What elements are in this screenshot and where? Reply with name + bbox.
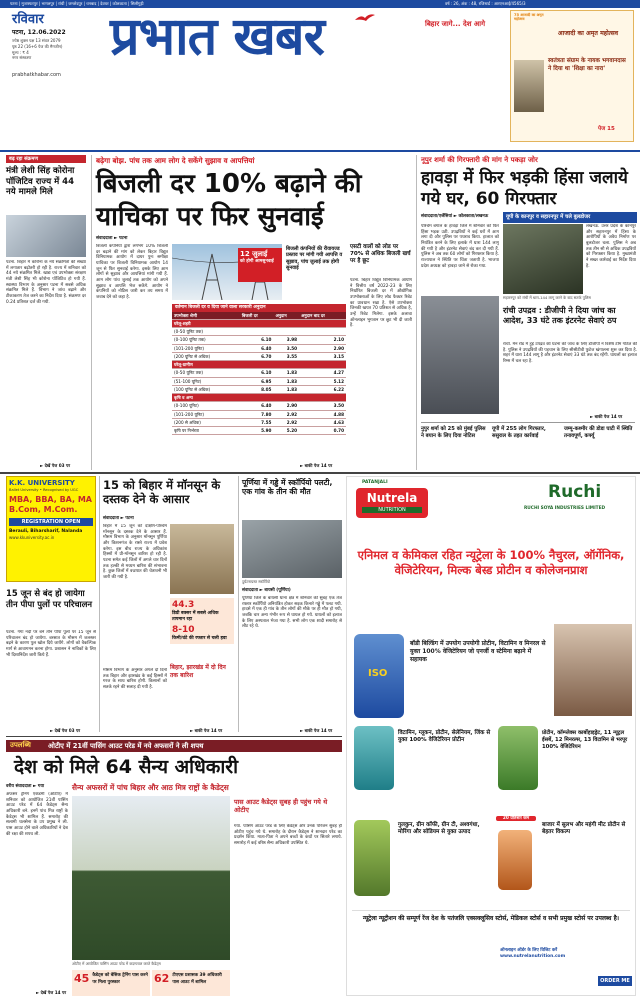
rate-category-label: घरेलू-शहरी (172, 319, 346, 327)
ad-product-4: गुलकुन, ग्रीन कॉफी, ग्रीन टी, अश्वगंधा, मोरिंगा और सोडियम से युक्त उत्पाद (398, 822, 480, 836)
purnia-dateline: संवाददाता ► बायसी (पूर्णिया) (242, 588, 291, 593)
col-subsidy: अनुदान (273, 312, 299, 320)
nutrela-logo (356, 488, 428, 518)
left-kicker: बढ़ रहा संक्रमण (6, 155, 86, 163)
july15-more[interactable]: ► देखें पेज 03 पर (50, 728, 81, 733)
masthead-logo: प्रभात खबर (110, 7, 324, 67)
monsoon-body: बिहार में 15 जून को दक्षिण-पश्चिम मॉनसून के दस्तक देने के आसार हैं. मौसम विभाग के अनुसार मॉनसून पूर्णिया और किशनगंज के रास्ते राज्य में प्रवेश करेगा. इस बीच राज्य के अधिकांश हिस्सों में प्री-मॉनसून बारिश हो रही है. पटना समेत कई जिलों में अगले चार दिनों तक हल्की से मध्यम बारिश की संभावना है. कुछ जिलों में वज्रपात की चेतावनी भी जारी की गयी है. (103, 524, 167, 581)
mini-story-3: जम्मू-कश्मीर की डोडा घाटी में स्थिति तनावपूर्ण, कर्फ्यू (564, 426, 633, 439)
col-net-rate: अनुदान बाद दर (299, 312, 346, 320)
volume-info: वर्ष : 26, अंक : 48, रजिस्टर्ड : आरएनआई/4565/3 (445, 1, 526, 6)
bird-icon (354, 12, 376, 26)
purnia-headline: पूर्णिया में गड्ढे में स्कॉर्पियो पलटी, एक गांव के तीन की मौत (242, 478, 333, 497)
rate-row-value: 0.70 (299, 427, 346, 435)
freedom-badge: 75 आजादी का अमृत महोत्सव (514, 13, 544, 22)
rate-table-row (172, 410, 346, 418)
rate-row-label: (51-100 यूनिट) (172, 377, 240, 385)
left-body: पटना. बिहार में कोरोना के नये संक्रमितों की संख्या में लगातार बढ़ोतरी हो रही है. राज्य में शनिवार को 44 नये संक्रमित मिले. खाद्य एवं उपभोक्ता संरक्षण मंत्री लेशी सिंह भी कोरोना पॉजिटिव हो गयी हैं. स्वास्थ्य विभाग के अनुसार पटना में सबसे अधिक संक्रमित मिले हैं. विभाग ने जांच बढ़ाने और टीकाकरण तेज करने का निर्देश दिया है. संक्रमण दर 0.24 प्रतिशत दर्ज की गयी. (6, 260, 86, 305)
right-body: पश्चिम बंगाल के हावड़ा जिले में शनिवार को फिर हिंसा भड़क उठी. उपद्रवियों ने कई घरों में आग लगा दी और पुलिस पर पथराव किया. हालात को नियंत्रित करने के लिए इलाके में धारा 144 लागू की गयी है और इंटरनेट सेवाएं बंद कर दी गयी हैं. पुलिस ने अब तक 60 लोगों को गिरफ्तार किया है. राज्यपाल ने स्थिति पर चिंता जतायी है. भाजपा प्रदेश अध्यक्ष को हावड़ा जाने से रोका गया. (421, 224, 499, 269)
rate-row-label: (0-50 यूनिट तक) (172, 328, 240, 336)
rate-table-category (172, 319, 346, 327)
ku-courses: MBA, BBA, BA, MA (9, 495, 92, 505)
ku-ad[interactable] (6, 476, 96, 582)
monsoon-stat-number-2: 8-10 (172, 624, 195, 635)
rate-row-value: 5.12 (299, 377, 346, 385)
ku-address: Berauli, Biharsharif, Nalanda (9, 529, 83, 535)
rate-table-row (172, 418, 346, 426)
rate-table-category (172, 394, 346, 402)
officers-body: अफसर ट्रेनिंग एकेडमी (ओटीए) में शनिवार को आयोजित 21वीं पासिंग आउट परेड में 64 कैडेट्स सैन्य अधिकारी बने. इनमें पांच मित्र राष्ट्रों के कैडेट्स भी शामिल हैं. समारोह की सलामी थलसेना के उप प्रमुख ने ली. पास आउट होने वाले अधिकारियों ने देश की रक्षा की शपथ ली. (6, 792, 68, 837)
ruchi-brand-sub: RUCHI SOYA INDUSTRIES LIMITED (524, 506, 606, 511)
ad-product-1: बॉडी बिल्डिंग में उपयोग उपयोगी प्रोटीन, विटामिन व मिनरल से युक्त 100% वेजिटेरियन जो एनर्जी व स्टेमिना बढ़ाने में सहायक (410, 640, 546, 663)
rate-table-row (172, 427, 346, 435)
highlight-box (238, 248, 282, 282)
col-category: उपभोक्ता श्रेणी (172, 312, 240, 320)
purnia-body: पूर्णिया जिले के बायसी थाना क्षेत्र में शनिवार की सुबह एक तेज रफ्तार स्कॉर्पियो अनियंत्रित होकर सड़क किनारे गड्ढे में पलट गयी. हादसे में एक ही गांव के तीन लोगों की मौके पर ही मौत हो गयी, जबकि चार अन्य गंभीर रूप से घायल हो गये. घायलों को इलाज के लिए अस्पताल भेजा गया है. सभी लोग एक शादी समारोह से लौट रहे थे. (242, 596, 342, 630)
ad-order[interactable]: ऑनलाइन ऑर्डर के लिए विजिट करें www.nutrelanutrition.com (500, 948, 566, 959)
rate-table-head (172, 312, 346, 320)
rate-row-value: 6.10 (240, 336, 274, 344)
rate-category-label: घरेलू-ग्रामीण (172, 361, 346, 369)
rate-table-row (172, 352, 346, 360)
ad-footer: न्यूट्रेला न्यूट्रीशन की सम्पूर्ण रेंज देश के पतंजलि एक्सक्लूसिव स्टोर्स, मेडिकल स्टोर्स व सभी प्रमुख स्टोर्स पर उपलब्ध है। (352, 910, 630, 923)
right-headline: हावड़ा में फिर भड़की हिंसा जलाये गये घर, 60 गिरफ्तार (421, 168, 628, 209)
parade-photo-caption: ओटीए में आयोजित पासिंग आउट परेड में कदमताल करते कैडेट्स (72, 961, 161, 966)
officers-side-body: गया. पासिंग आउट परेड के लिए कैडेट्स और उनके परिजन सुबह ही ओटीए पहुंच गये थे. समारोह के दौरान कैडेट्स ने शानदार परेड का प्रदर्शन किया. माता-पिता ने अपने बच्चों के कंधों पर सितारे लगाये. समारोह में कई वरिष्ठ सैन्य अधिकारी उपस्थित थे. (234, 824, 342, 847)
highlight-text: को होगी आमसुनवाई (240, 258, 274, 264)
highlight-number: 12 जुलाई (240, 250, 268, 258)
product-jar-5 (498, 830, 532, 890)
rate-table-category (172, 361, 346, 369)
rate-table-row (172, 369, 346, 377)
officers-kicker: उपलब्धि (10, 741, 31, 749)
ku-reg: REGISTRATION OPEN (9, 518, 93, 526)
monsoon-more[interactable]: ► बाकी पेज 14 पर (190, 728, 223, 733)
ruchi-brand: Ruchi (548, 482, 602, 502)
officers-stat-2-num: 62 (154, 972, 170, 985)
rate-row-value: 6.40 (240, 344, 274, 352)
officers-stat-1-num: 45 (74, 972, 90, 985)
monsoon-sub-body: मौसम विभाग के अनुसार अगले दो दिनों तक बिहार और झारखंड के कई हिस्सों में गरज के साथ बारिश होगी. किसानों को सतर्क रहने की सलाह दी गयी है. (103, 668, 167, 691)
edition-list: पटना | मुजफ्फरपुर | भागलपुर | रांची | जमशेदपुर | धनबाद | देवघर | कोलकाता | सिलीगुड़ी (10, 1, 144, 6)
order-button[interactable]: ORDER ME (598, 976, 632, 986)
ad-headline: एनिमल व केमिकल रहित न्यूट्रेला के 100% नैचुरल, ऑर्गेनिक, वेजिटेरियन, मिल्क बेस्ड प्रोटीन व कोलेजनप्राश (357, 548, 625, 577)
rate-table (172, 304, 346, 435)
rate-row-label: (0-100 यूनिट तक) (172, 336, 240, 344)
rate-row-label: (101-200 यूनिट) (172, 410, 240, 418)
rate-table-row (172, 377, 346, 385)
rate-row-value: 3.50 (299, 402, 346, 410)
masthead-day: रविवार (12, 12, 44, 27)
rate-row-value: 4.88 (299, 410, 346, 418)
lead-kicker: बढ़ेगा बोझ. पांच तक आम लोग दे सकेंगे सुझाव व आपत्तियां (96, 156, 255, 165)
ku-courses-2: B.Com, M.Com. (9, 505, 78, 515)
rate-row-value: 1.83 (273, 377, 299, 385)
purnia-photo (242, 520, 342, 578)
rate-row-value (299, 328, 346, 336)
rate-table-row (172, 328, 346, 336)
july15-body: पटना. गंगा नदी पर बने तीन पीपा पुलों पर 15 जून से परिचालन बंद हो जायेगा. बरसात के मौसम में जलस्तर बढ़ने के कारण पुल खोल दिये जायेंगे. लोगों को वैकल्पिक मार्ग से आवागमन करना होगा. प्रशासन ने नाविकों के लिए भी दिशानिर्देश जारी किये हैं. (6, 630, 96, 658)
left-more[interactable]: ► देखें पेज 03 पर (40, 463, 71, 468)
officers-kicker-text: ओटीए में 21वीं पासिंग आउट परेड में नये अफसरों ने ली शपथ (48, 742, 204, 750)
monsoon-stat-text: डिग्री बक्सर में सबसे अधिक तापमान रहा (172, 611, 219, 622)
rate-category-label: कृषि व अन्य (172, 394, 346, 402)
ad-product-5: बाजार में सुलभ और महंगी मीट प्रोटीन से बेहतर विकल्प (542, 822, 626, 836)
rate-row-value: 5.90 (240, 427, 274, 435)
rate-row-label: (0-50 यूनिट तक) (172, 369, 240, 377)
rate-row-value: 2.92 (273, 410, 299, 418)
rate-row-value: 6.10 (240, 369, 274, 377)
rate-row-value: 4.27 (299, 369, 346, 377)
purnia-more[interactable]: ► बाकी पेज 14 पर (300, 728, 333, 733)
freedom-page: पेज 15 (598, 126, 615, 132)
right-kicker: नूपुर शर्मा की गिरफ्तारी की मांग ने पकड़ा जोर (421, 156, 538, 164)
ku-title: K.K. UNIVERSITY (9, 479, 75, 487)
officers-dateline: वरीय संवाददाता ► गया (6, 784, 45, 789)
rate-row-value: 6.95 (240, 377, 274, 385)
masthead-tagline: बिहार जागे... देश आगे (425, 20, 486, 28)
rate-row-value: 3.55 (273, 352, 299, 360)
lead-quote: बिजली कंपनियों की रीवायज्ड प्रस्ताव पर मांगी गयी आपत्ति व सुझाव, पांच जुलाई तक होगी सुनवाई (286, 246, 343, 271)
ad-product-3: प्रोटीन, कॉम्प्लेक्स कार्बोहाइड्रेट, 11 न्यूट्रल ईसबें, 12 मिनरल्स, 13 विटामिन से भरपूर 100% वेजिटेरियन (542, 730, 628, 750)
rate-row-label: (200 यूनिट से अधिक) (172, 352, 240, 360)
rate-table-row (172, 385, 346, 393)
lead-body-1: बिजली कंपनियों द्वारा लगभग 10% बिजली दर बढ़ाने की मांग को लेकर बिहार विद्युत विनियामक आयोग में दायर पुनः समीक्षा याचिका पर बिजली विनियामक आयोग 14 जून से फिर सुनवाई करेगा. इसके लिए आम लोगों से सुझाव और आपत्तियां मांगी गयी हैं. आम लोग पांच जुलाई तक आयोग को अपने सुझाव व आपत्ति भेज सकेंगे. आयोग ने कंपनियों को नोटिस जारी कर तय समय में जवाब देने को कहा है. (96, 244, 168, 301)
product-jar-4 (354, 820, 390, 896)
freedom-title: आजादी का अमृत महोत्सव (557, 30, 619, 37)
rate-table-row (172, 402, 346, 410)
rate-row-label: (200 से अधिक) (172, 418, 240, 426)
rate-table-row (172, 344, 346, 352)
rate-row-value: 7.55 (240, 418, 274, 426)
rate-row-value: 2.92 (273, 418, 299, 426)
rate-row-value (240, 328, 274, 336)
ad-product-2: विटामिन, ग्लूकन, प्रोटीन, सेलेनियम, जिंक से युक्त 100% वेजिटेरियन प्रोटीन (398, 730, 491, 744)
rate-row-value: 3.50 (273, 344, 299, 352)
rate-row-value: 8.05 (240, 385, 274, 393)
lead-headline: बिजली दर 10% बढ़ाने की याचिका पर फिर सुनवाई (96, 169, 362, 232)
rate-row-value: 6.70 (240, 352, 274, 360)
rate-row-value: 5.20 (273, 427, 299, 435)
rate-row-value: 1.83 (273, 385, 299, 393)
side-headline: एसटी वालों को लोड पर 70% से अधिक बिजली खर्च पर है छूट (350, 244, 411, 264)
monsoon-dateline: संवाददाता ► पटना (103, 516, 134, 521)
rate-table-title: वर्तमान बिजली दर व दिया जाने वाला सरकारी अनुदान (172, 304, 346, 312)
product-jar-1-tag: ISO (368, 668, 388, 679)
freedom-portrait (514, 60, 544, 112)
website-link[interactable]: prabhatkhabar.com (12, 72, 61, 78)
rate-row-label: (101-200 यूनिट) (172, 344, 240, 352)
ad-badge: 20 प्रतिशत कम (496, 816, 536, 821)
ranchi-body: रांची. मेन रोड में हुई उपद्रव की घटना की जांच के लिए डीजीपी ने विशेष टीम गठित की है. पुलिस ने उपद्रवियों की पहचान के लिए सीसीटीवी फुटेज खंगालना शुरू कर दिया है. शहर में धारा 144 लागू है और इंटरनेट सेवाएं 33 घंटे तक बंद रहेंगी. घायलों का इलाज रिम्स में चल रहा है. (503, 342, 637, 365)
rate-row-label: (0-100 यूनिट) (172, 402, 240, 410)
col-rate: बिजली दर (240, 312, 274, 320)
right-more[interactable]: ► बाकी पेज 14 पर (590, 414, 623, 419)
monsoon-headline: 15 को बिहार में मॉनसून के दस्तक देने के आसार (103, 478, 221, 507)
ku-sub: Ballet University • Recognised by UGC (9, 487, 79, 492)
rate-row-value: 2.90 (273, 402, 299, 410)
unrest-photo (421, 296, 499, 414)
rate-row-value (273, 328, 299, 336)
police-photo-caption: सहारनपुर को रांची में धारा-144 लागू करने के बाद सतर्क पुलिस (503, 295, 591, 300)
ku-contact: www.kkuniversity.ac.in (9, 535, 55, 541)
nutrela-brand-sub: NUTRITION (362, 507, 422, 513)
left-headline: मंत्री लेशी सिंह कोरोना पॉजिटिव राज्य में 44 नये मामले मिले (6, 166, 75, 198)
rate-row-value: 4.63 (299, 418, 346, 426)
officers-side-headline: पास आउट कैडेट्स सुबह ही पहुंच गये थे ओटीए (234, 798, 328, 814)
rate-row-value: 6.22 (299, 385, 346, 393)
officers-headline: देश को मिले 64 सैन्य अधिकारी (14, 756, 238, 778)
up-box: यूपी के कानपुर व सहारनपुर में चले बुलडोजर (503, 212, 637, 223)
bodybuilder-photo (554, 624, 632, 716)
parade-photo (72, 796, 230, 960)
rate-row-value: 3.98 (273, 336, 299, 344)
product-jar-3 (498, 726, 538, 790)
nutrela-brand-top: PATANJALI (362, 480, 388, 485)
officers-sub-headline: सैन्य अफसरों में पांच बिहार और आठ मित्र राष्ट्रों के कैडेट्स (72, 783, 229, 792)
monsoon-stat-number: 44.3 (172, 600, 195, 610)
masthead-calendar: ज्येष्ठ शुक्ल पक्ष 13 संवत 2079 पृष्ठ 22 (16+6 पेज की मैगजीन) मूल्य : ₹ 4 नगर संस्करण (12, 38, 63, 61)
purnia-caption: दुर्घटनाग्रस्त स्कॉर्पियो (242, 579, 270, 584)
freedom-text: स्वतंत्रता संग्राम के नायक भगवानदास ने दिया था 'शिक्षा का नारा' (548, 58, 626, 72)
monsoon-photo (170, 524, 234, 594)
rate-table-row (172, 336, 346, 344)
right-dateline: संवाददाता/एजेंसियां ► कोलकाता/लखनऊ (421, 214, 489, 219)
nutrela-brand: Nutrela (366, 491, 418, 505)
ranchi-headline: रांची उपद्रव : डीजीपी ने दिया जांच का आदेश, 33 घंटे तक इंटरनेट सेवाएं ठप (503, 306, 617, 325)
monsoon-sub-headline: बिहार, झारखंड में दो दिन तक बारिश (170, 664, 226, 679)
officers-stat-1 (72, 970, 150, 996)
product-jar-2 (354, 726, 394, 790)
officers-stat-2-text: टीएएस प्रशासक 39 अधिकारी पास आउट में शामिल (172, 973, 222, 985)
rate-row-value: 7.80 (240, 410, 274, 418)
up-body: लखनऊ. उत्तर प्रदेश के कानपुर और सहारनपुर में हिंसा के आरोपियों के अवैध निर्माण पर बुलडोजर चला. पुलिस ने अब तक तीन सौ से अधिक उपद्रवियों को गिरफ्तार किया है. मुख्यमंत्री ने सख्त कार्रवाई का निर्देश दिया है. (586, 224, 636, 269)
mini-story-2: यूपी में 255 लोग गिरफ्तार, ससुराल के तहत कार्रवाई (492, 426, 546, 439)
rate-row-label: कृषि पर निर्भरता (172, 427, 240, 435)
rate-row-value: 6.40 (240, 402, 274, 410)
masthead-date: पटना, 12.06.2022 (12, 29, 66, 36)
monsoon-stat-text-2: किमी/घंटे की रफ्तार से चली हवा (172, 635, 227, 641)
rate-row-value: 1.83 (273, 369, 299, 377)
lead-dateline: संवाददाता ► पटना (96, 236, 128, 241)
left-photo (6, 215, 86, 257)
rate-table-grid (172, 312, 346, 436)
july15-headline: 15 जून से बंद हो जायेगा तीन पीपा पुलों पर परिचालन (6, 588, 93, 609)
rate-row-value: 2.90 (299, 344, 346, 352)
monsoon-stat (170, 598, 234, 644)
lead-more[interactable]: ► बाकी पेज 14 पर (300, 463, 333, 468)
officers-stat-1-text: कैडेट्स को बेसिक ट्रेनिंग पास करने पर मिला पुरस्कार (92, 973, 148, 985)
police-photo (503, 224, 583, 294)
side-body: पटना. बिहार विद्युत विनियामक आयोग ने वित्तीय वर्ष 2022-23 के लिए निर्धारित बिजली दर में औद्योगिक उपभोक्ताओं के लिए लोड फैक्टर रिबेट का प्रावधान रखा है. ऐसे उपभोक्ता जिनकी खपत 70 प्रतिशत से अधिक है, उन्हें रिबेट मिलेगा. इसके अलावा ऑनलाइन भुगतान पर छूट भी दी जाती है. (350, 278, 412, 329)
rate-row-value: 2.10 (299, 336, 346, 344)
mini-story-1: नुपुर शर्मा को 25 को मुंबई पुलिस ने बयान के लिए दिया नोटिस (421, 426, 486, 439)
officers-more[interactable]: ► देखें पेज 14 पर (36, 990, 67, 995)
officers-stat-2 (152, 970, 230, 996)
rate-row-label: (100 यूनिट से अधिक) (172, 385, 240, 393)
rate-row-value: 3.15 (299, 352, 346, 360)
